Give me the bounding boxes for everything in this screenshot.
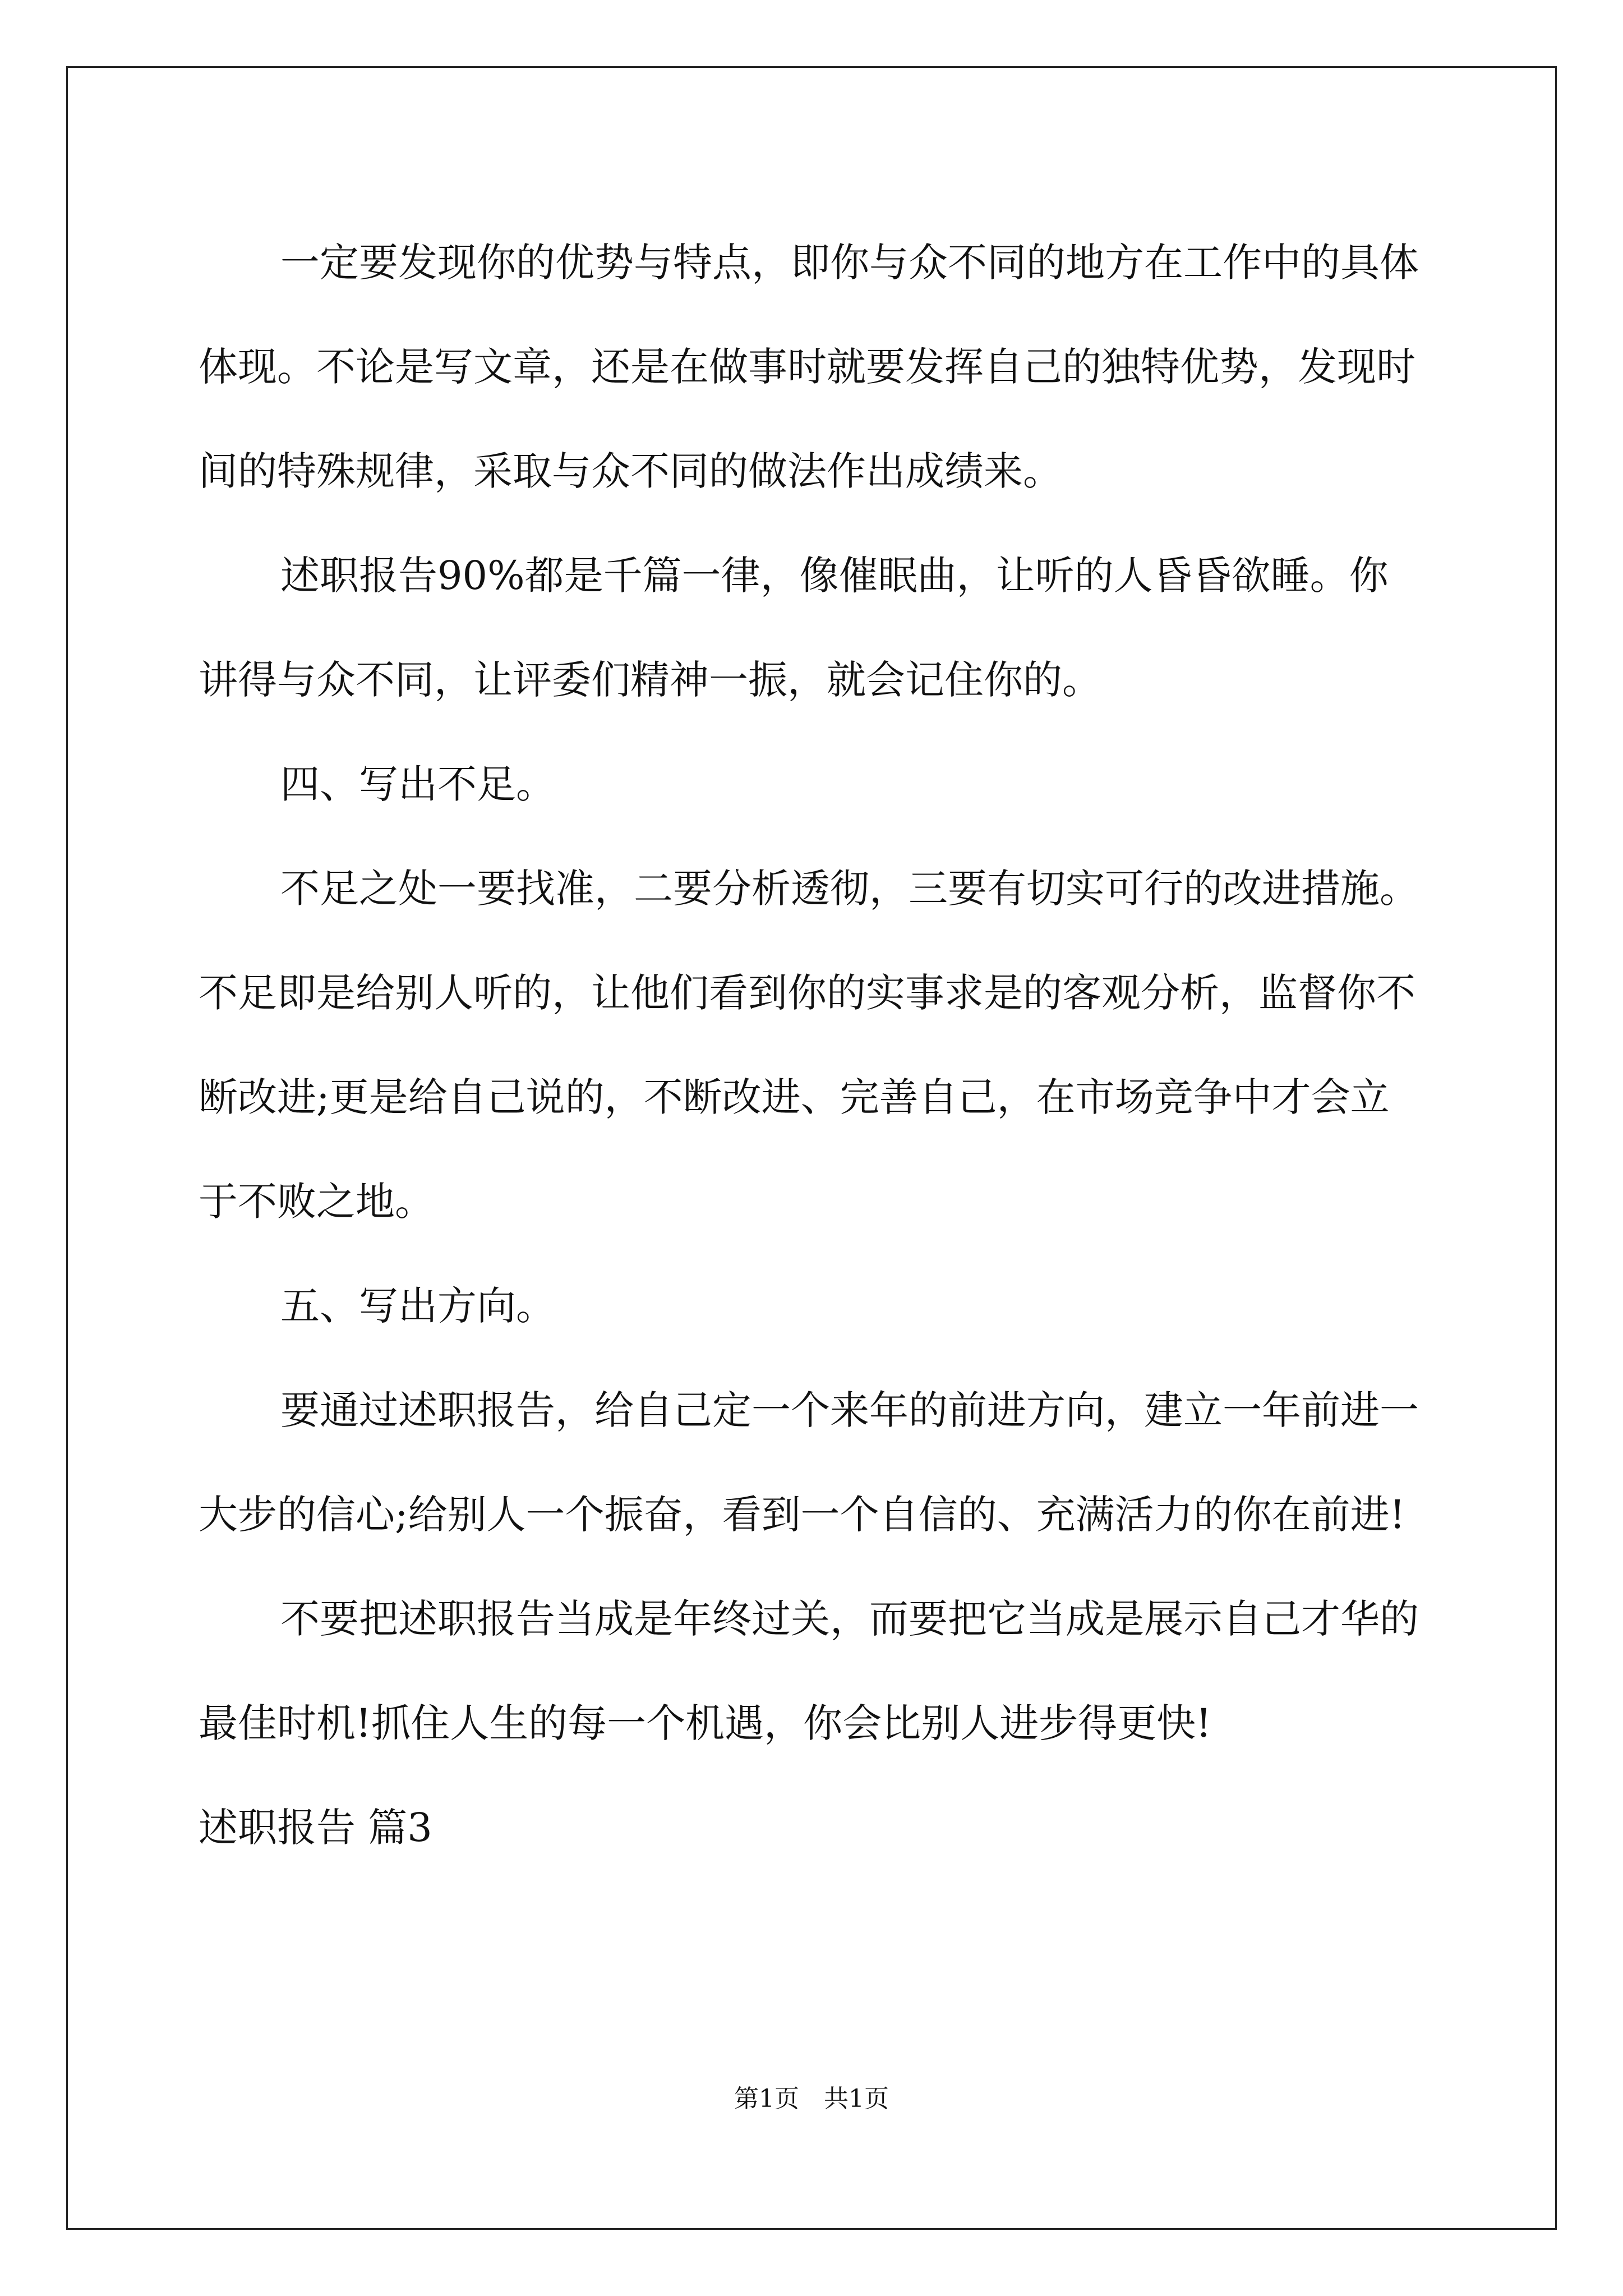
document-body	[199, 210, 1427, 1880]
page-footer	[0, 2082, 1623, 2116]
heading-direction: 五、写出方向。	[280, 1283, 555, 1329]
paragraph-direction: 要通过述职报告，给自己定一个来年的前进方向，建立一年前进一大步的信心;给别人一个振奋，看到一个自信的、充满活力的你在前进!	[199, 1387, 1419, 1538]
page-total: 共1页	[824, 2085, 889, 2113]
paragraph-strengths: 一定要发现你的优势与特点，即你与众不同的地方在工作中的具体体现。不论是写文章，还是在做事时就要发挥自己的独特优势，发现时间的特殊规律，采取与众不同的做法作出成绩来。	[199, 240, 1419, 494]
section-heading: 述职报告 篇3	[199, 1805, 432, 1851]
paragraph-shortcomings: 不足之处一要找准，二要分析透彻，三要有切实可行的改进措施。不足即是给别人听的，让他们看到你的实事求是的客观分析，监督你不断改进;更是给自己说的，不断改进、完善自己，在市场竞争中才会立于不败之地。	[199, 866, 1419, 1225]
paragraph-opportunity: 不要把述职报告当成是年终过关，而要把它当成是展示自己才华的最佳时机!抓住人生的每一个机遇，你会比别人进步得更快!	[199, 1596, 1419, 1746]
page-number: 第1页	[734, 2085, 799, 2113]
heading-shortcomings: 四、写出不足。	[280, 761, 555, 807]
paragraph-stand-out: 述职报告90%都是千篇一律，像催眠曲，让听的人昏昏欲睡。你讲得与众不同，让评委们精神一振，就会记住你的。	[199, 553, 1389, 703]
